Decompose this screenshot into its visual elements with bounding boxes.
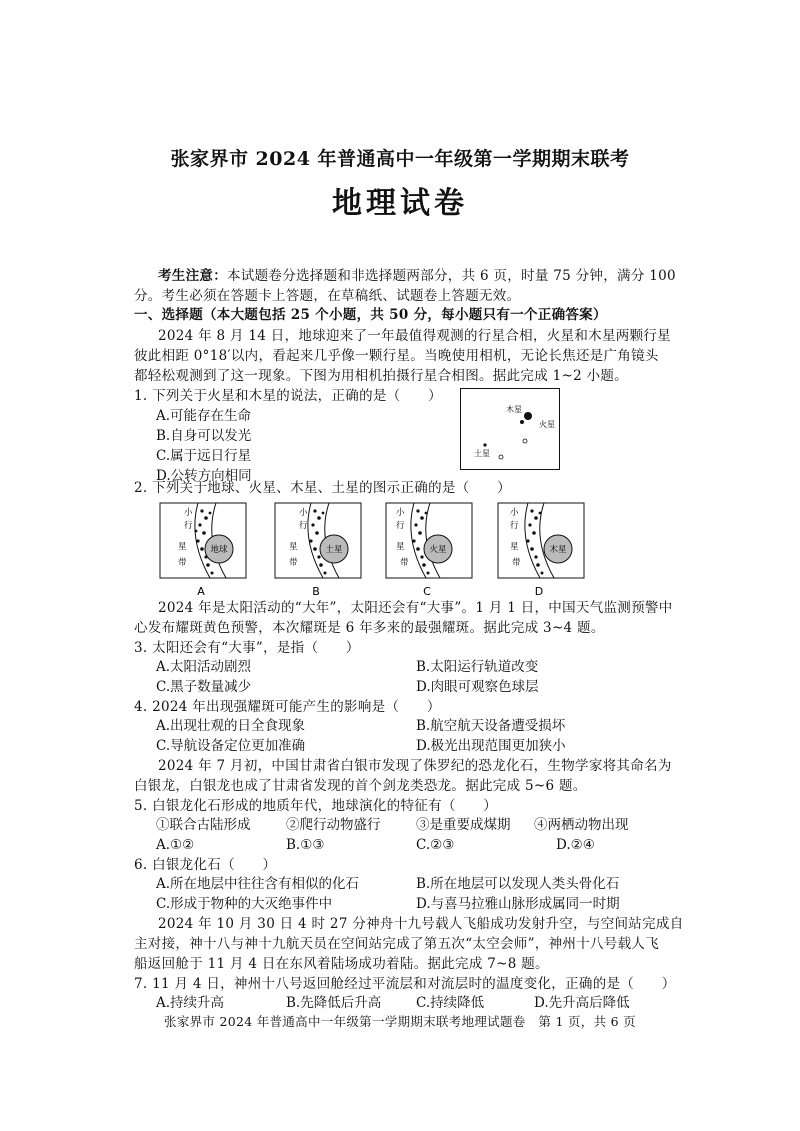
panel-c-belt-2: 行 [396, 521, 405, 531]
question-3-option-b[interactable]: B.太阳运行轨道改变 [416, 659, 539, 675]
panel-a-belt-4: 带 [178, 558, 187, 568]
question-1-option-b[interactable]: B.自身可以发光 [156, 428, 252, 444]
question-7-stem: 7. 11 月 4 日，神州十八号返回舱经过平流层和对流层时的温度变化，正确的是（ ） [134, 976, 676, 992]
question-1-stem: 1. 下列关于火星和木星的说法，正确的是（ ） [134, 388, 442, 404]
notice-line-2: 分。考生必须在答题卡上答题，在草稿纸、试题卷上答题无效。 [134, 288, 521, 304]
panel-c-planet-label: 火星 [429, 545, 447, 555]
question-7-option-b[interactable]: B.先降低后升高 [286, 995, 382, 1011]
question-5-item-4: ④两栖动物出现 [534, 817, 629, 833]
passage-1-line-2: 彼此相距 0°18′以内，看起来几乎像一颗行星。当晚使用相机，无论长焦还是广角镜头 [134, 348, 659, 364]
star-dot-2 [499, 455, 503, 459]
panel-d-planet-label: 木星 [549, 545, 567, 555]
jupiter-label: 木星 [506, 405, 522, 414]
panel-b-frame [275, 503, 361, 578]
question-7-option-a[interactable]: A.持续升高 [156, 995, 225, 1011]
question-5-item-3: ③是重要成煤期 [416, 817, 511, 833]
panel-d-belt-1: 小 [510, 508, 519, 518]
question-1-option-a[interactable]: A.可能存在生命 [156, 408, 252, 424]
question-6-option-d[interactable]: D.与喜马拉雅山脉形成属同一时期 [416, 896, 620, 912]
question-1-option-d[interactable]: D.公转方向相同 [156, 468, 252, 484]
star-dot-1 [523, 439, 527, 443]
panel-b-belt-4: 带 [289, 558, 298, 568]
question-4-option-d[interactable]: D.极光出现范围更加狭小 [416, 738, 566, 754]
panel-a-belt-2: 行 [184, 521, 193, 531]
panel-b-belt-3: 星 [289, 542, 298, 552]
saturn-label: 土星 [474, 449, 490, 458]
panel-c-belt-1: 小 [396, 508, 405, 518]
panel-a [160, 503, 246, 598]
question-5-item-2: ②爬行动物盛行 [286, 817, 381, 833]
panel-c-belt-3: 星 [396, 542, 405, 552]
notice-line-1 [158, 266, 676, 286]
panel-d-belt-3: 星 [510, 542, 519, 552]
notice-label: 考生注意： [158, 268, 227, 284]
jupiter-dot [524, 412, 532, 420]
question-5-option-d[interactable]: D.②④ [556, 837, 595, 853]
question-6-option-b[interactable]: B.所在地层可以发现人类头骨化石 [416, 876, 620, 892]
question-3-stem: 3. 太阳还会有“大事”，是指（ ） [134, 640, 360, 656]
passage-4-line-3: 船返回舱于 11 月 4 日在东风着陆场成功着陆。据此完成 7~8 题。 [134, 956, 549, 972]
passage-4-line-2: 主对接，神十八与神十九航天员在空间站完成了第五次“太空会师”，神州十八号载人飞 [134, 936, 660, 952]
mars-label: 火星 [539, 420, 555, 429]
question-5-option-b[interactable]: B.①③ [286, 837, 325, 853]
passage-1-line-1: 2024 年 8 月 14 日，地球迎来了一年最值得观测的行星合相，火星和木星两颗行星 [158, 328, 671, 344]
panel-b [275, 503, 361, 598]
question-5-option-c[interactable]: C.②③ [416, 837, 455, 853]
question-2-stem: 2. 下列关于地球、火星、木星、土星的图示正确的是（ ） [134, 480, 511, 496]
question-5-stem: 5. 白银龙化石形成的地质年代，地球演化的特征有（ ） [134, 798, 498, 814]
mars-dot [520, 420, 524, 424]
panel-d [498, 503, 584, 598]
question-4-option-c[interactable]: C.导航设备定位更加准确 [156, 738, 306, 754]
passage-3-line-2: 白银龙，白银龙也成了甘肃省发现的首个剑龙类恐龙。据此完成 5~6 题。 [134, 778, 587, 794]
question-7-option-d[interactable]: D.先升高后降低 [534, 995, 630, 1011]
passage-3-line-1: 2024 年 7 月初，中国甘肃省白银市发现了侏罗纪的恐龙化石，生物学家将其命名为 [158, 758, 672, 774]
exam-subtitle: 张家界市 2024 年普通高中一年级第一学期期末联考 [170, 148, 630, 170]
exam-title: 地理试卷 [332, 186, 468, 221]
conjunction-figure [460, 388, 560, 470]
page-footer: 张家界市 2024 年普通高中一年级第一学期期末联考地理试题卷 第 1 页，共 6 页 [164, 1014, 636, 1029]
passage-1-line-3: 都轻松观测到了这一现象。下图为用相机拍摄行星合相图。据此完成 1~2 小题。 [134, 368, 628, 384]
panel-d-belt-4: 带 [512, 558, 521, 568]
question-5-item-1: ①联合古陆形成 [156, 817, 251, 833]
panel-c-letter[interactable]: C [423, 585, 431, 598]
asteroid-belt-figure [158, 500, 648, 600]
notice-text-1: 本试题卷分选择题和非选择题两部分，共 6 页，时量 75 分钟，满分 100 [227, 268, 676, 284]
passage-2-line-2: 心发布耀斑黄色预警，本次耀斑是 6 年多来的最强耀斑。据此完成 3~4 题。 [134, 620, 605, 636]
panel-d-letter[interactable]: D [534, 585, 544, 598]
panel-a-letter[interactable]: A [197, 585, 205, 598]
question-5-option-a[interactable]: A.①② [156, 837, 195, 853]
question-6-stem: 6. 白银龙化石（ ） [134, 857, 277, 873]
question-6-option-a[interactable]: A.所在地层中往往含有相似的化石 [156, 876, 360, 892]
question-7-option-c[interactable]: C.持续降低 [416, 995, 485, 1011]
panel-a-belt-1: 小 [184, 508, 193, 518]
panel-b-planet-label: 土星 [325, 545, 343, 555]
question-4-stem: 4. 2024 年出现强耀斑可能产生的影响是（ ） [134, 699, 441, 715]
question-4-option-b[interactable]: B.航空航天设备遭受损坏 [416, 718, 566, 734]
question-6-option-c[interactable]: C.形成于物种的大灭绝事件中 [156, 896, 333, 912]
panel-a-planet-label: 地球 [210, 545, 228, 555]
question-3-option-c[interactable]: C.黑子数量减少 [156, 679, 252, 695]
panel-d-belt-2: 行 [510, 521, 519, 531]
question-3-option-a[interactable]: A.太阳活动剧烈 [156, 659, 252, 675]
passage-2-line-1: 2024 年是太阳活动的“大年”，太阳还会有“大事”。1 月 1 日，中国天气监测预警中 [158, 600, 673, 616]
panel-b-belt-2: 行 [299, 521, 308, 531]
panel-a-belt-3: 星 [178, 542, 187, 552]
saturn-dot [483, 443, 486, 446]
panel-c [386, 503, 472, 598]
question-4-option-a[interactable]: A.出现壮观的日全食现象 [156, 718, 306, 734]
question-1-option-c[interactable]: C.属于远日行星 [156, 448, 252, 464]
section-heading: 一、选择题（本大题包括 25 个小题，共 50 分，每小题只有一个正确答案） [134, 307, 607, 323]
panel-c-belt-4: 带 [400, 558, 409, 568]
passage-4-line-1: 2024 年 10 月 30 日 4 时 27 分神舟十九号载人飞船成功发射升空，与空间站完成自 [158, 916, 684, 932]
panel-b-belt-1: 小 [299, 508, 308, 518]
panel-b-letter[interactable]: B [312, 585, 320, 598]
panel-a-frame [160, 503, 246, 578]
question-3-option-d[interactable]: D.肉眼可观察色球层 [416, 679, 539, 695]
